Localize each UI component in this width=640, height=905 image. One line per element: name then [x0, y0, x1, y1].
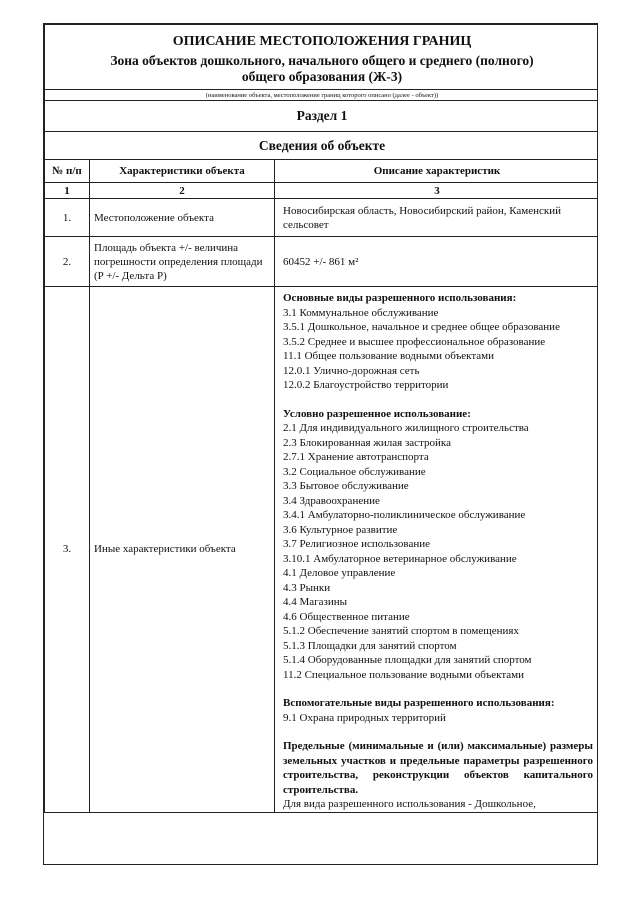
conditional-use-item: 2.7.1 Хранение автотранспорта: [283, 451, 429, 463]
subtitle-line-2: общего образования (Ж-3): [241, 69, 403, 84]
table-row: [45, 237, 599, 287]
section-subtitle: Сведения об объекте: [45, 132, 599, 160]
object-note: (наименование объекта, местоположение границ которого описано (далее - объект)): [45, 90, 599, 101]
column-number-1: 1: [45, 183, 90, 199]
row-number: 3.: [45, 287, 90, 813]
auxiliary-uses-list: [283, 711, 593, 726]
row-description: [275, 287, 599, 813]
conditional-use-item: 3.4.1 Амбулаторно-поликлиническое обслуживание: [283, 509, 526, 521]
conditional-use-item: 5.1.3 Площадки для занятий спортом: [283, 639, 457, 652]
boundary-description-table: [44, 24, 598, 813]
row-number: 1.: [45, 199, 90, 237]
main-uses-list: [283, 306, 593, 393]
main-use-item: 3.5.1 Дошкольное, начальное и среднее общее образование: [283, 321, 560, 333]
row-description: Новосибирская область, Новосибирский район, Каменский сельсовет: [275, 199, 599, 237]
conditional-use-item: 3.6 Культурное развитие: [283, 523, 398, 536]
row-description: 60452 +/- 861 м²: [275, 237, 599, 287]
conditional-use-item: 4.1 Деловое управление: [283, 567, 396, 579]
conditional-use-item: 3.4 Здравоохранение: [283, 494, 380, 507]
auxiliary-use-item: 9.1 Охрана природных территорий: [283, 711, 446, 724]
main-use-item: 12.0.2 Благоустройство территории: [283, 379, 449, 391]
row-characteristic: Площадь объекта +/- величина погрешности определения площади (P +/- Дельта P): [90, 237, 275, 287]
main-use-item: 3.1 Коммунальное обслуживание: [283, 306, 439, 319]
conditional-use-item: 4.4 Магазины: [283, 596, 348, 608]
conditional-use-item: 4.3 Рынки: [283, 581, 331, 594]
column-number-2: 2: [90, 183, 275, 199]
column-header-row: [45, 160, 599, 183]
row-number: 2.: [45, 237, 90, 287]
column-header-characteristic: Характеристики объекта: [90, 160, 275, 183]
row-characteristic: Местоположение объекта: [90, 199, 275, 237]
document-frame: [43, 23, 598, 865]
limits-title: Предельные (минимальные и (или) максимальные) размеры земельных участков и предельные параметры разрешенного строительства, реконструкции объектов капитального строительства.: [283, 740, 593, 796]
conditional-use-item: 5.1.4 Оборудованные площадки для занятий спортом: [283, 654, 532, 666]
conditional-use-item: 3.3 Бытовое обслуживание: [283, 480, 409, 492]
title-block: [45, 25, 599, 90]
conditional-uses-title: Условно разрешенное использование:: [283, 407, 471, 420]
document-subtitle: [45, 50, 598, 89]
table-row: [45, 287, 599, 813]
note-row: [45, 90, 599, 101]
main-use-item: 3.5.2 Среднее и высшее профессиональное образование: [283, 335, 546, 348]
conditional-use-item: 4.6 Общественное питание: [283, 610, 410, 623]
conditional-use-item: 5.1.2 Обеспечение занятий спортом в помещениях: [283, 625, 519, 637]
row-characteristic: Иные характеристики объекта: [90, 287, 275, 813]
auxiliary-uses-title: Вспомогательные виды разрешенного использования:: [283, 697, 555, 709]
column-header-description: Описание характеристик: [275, 160, 599, 183]
subtitle-line-1: Зона объектов дошкольного, начального общего и среднего (полного): [110, 53, 534, 68]
column-header-num: № п/п: [45, 160, 90, 183]
column-number-row: [45, 183, 599, 199]
conditional-use-item: 2.3 Блокированная жилая застройка: [283, 436, 451, 449]
limits-text: Для вида разрешенного использования - Дошкольное,: [283, 798, 536, 810]
section-title-row: [45, 101, 599, 132]
column-number-3: 3: [275, 183, 599, 199]
main-use-item: 12.0.1 Улично-дорожная сеть: [283, 364, 420, 377]
section-subtitle-row: [45, 132, 599, 160]
conditional-use-item: 2.1 Для индивидуального жилищного строительства: [283, 422, 529, 434]
main-use-item: 11.1 Общее пользование водными объектами: [283, 350, 495, 362]
other-characteristics: [283, 291, 593, 812]
section-title: Раздел 1: [45, 101, 599, 132]
conditional-uses-list: [283, 421, 593, 682]
conditional-use-item: 11.2 Специальное пользование водными объектами: [283, 668, 525, 681]
conditional-use-item: 3.7 Религиозное использование: [283, 538, 431, 550]
main-uses-title: Основные виды разрешенного использования:: [283, 292, 517, 304]
table-row: [45, 199, 599, 237]
document-title: ОПИСАНИЕ МЕСТОПОЛОЖЕНИЯ ГРАНИЦ: [172, 34, 472, 49]
conditional-use-item: 3.10.1 Амбулаторное ветеринарное обслуживание: [283, 552, 517, 565]
conditional-use-item: 3.2 Социальное обслуживание: [283, 465, 426, 478]
